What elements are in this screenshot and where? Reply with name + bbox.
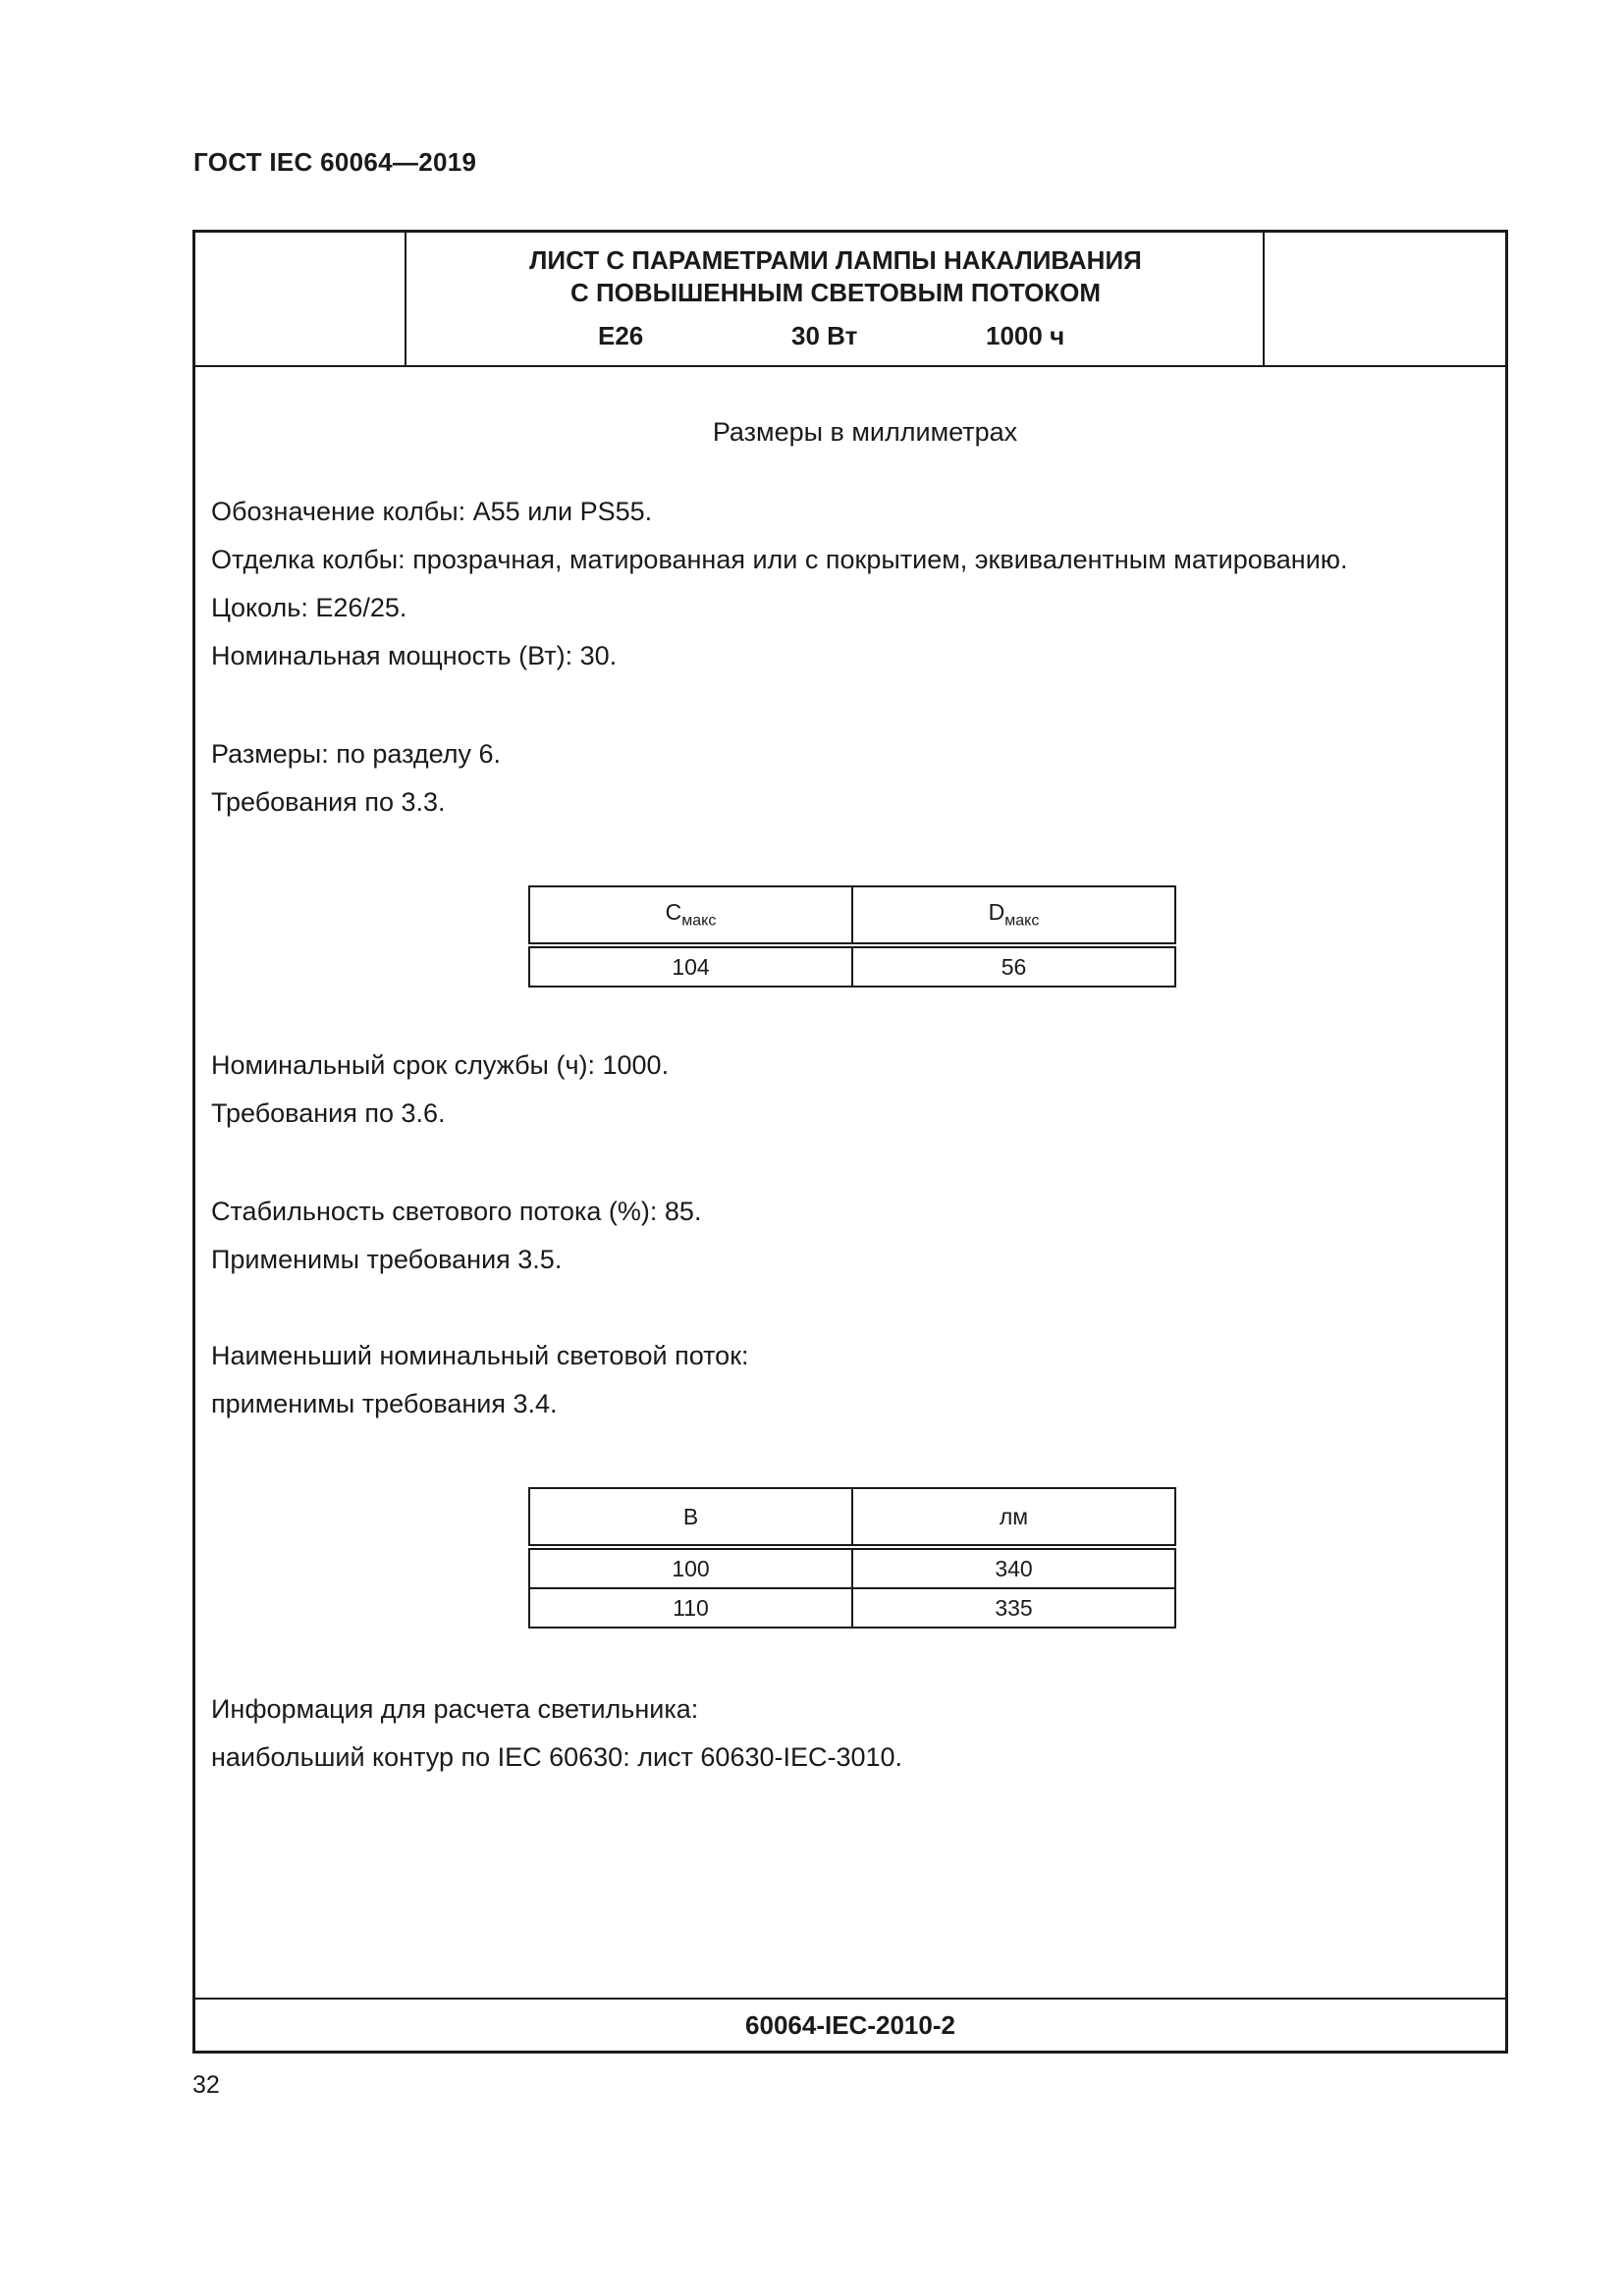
cell-flux: 335 bbox=[852, 1588, 1175, 1628]
flux-requirements: применимы требования 3.4. bbox=[211, 1389, 558, 1418]
header-lumens: лм bbox=[852, 1488, 1175, 1547]
min-rated-flux: Наименьший номинальный световой поток: bbox=[211, 1341, 749, 1370]
bulb-finish: Отделка колбы: прозрачная, матированная или с покрытием, эквивалентным матированию. bbox=[211, 545, 1348, 574]
units-note: Размеры в миллиметрах bbox=[712, 417, 1018, 447]
bulb-designation: Обозначение колбы: А55 или PS55. bbox=[211, 497, 653, 526]
flux-stability: Стабильность светового потока (%): 85. bbox=[211, 1197, 702, 1226]
table-row bbox=[529, 945, 1175, 987]
stability-requirements: Применимы требования 3.5. bbox=[211, 1245, 563, 1274]
rated-wattage: Номинальная мощность (Вт): 30. bbox=[211, 641, 618, 670]
flux-table bbox=[528, 1487, 1176, 1629]
header-d-max: $D_{макс}$ bbox=[852, 886, 1175, 945]
table-row bbox=[529, 1588, 1175, 1628]
table-header-row bbox=[529, 1488, 1175, 1547]
luminaire-detail: наибольший контур по IEC 60630: лист 60630-IEC-3010. bbox=[211, 1742, 903, 1772]
table-header-row bbox=[529, 886, 1175, 945]
cell-voltage: 100 bbox=[529, 1547, 852, 1588]
header-volts: В bbox=[529, 1488, 852, 1547]
dimensions-ref: Размеры: по разделу 6. bbox=[211, 739, 502, 769]
cell-flux: 340 bbox=[852, 1547, 1175, 1588]
sheet-title-line-1: ЛИСТ С ПАРАМЕТРАМИ ЛАМПЫ НАКАЛИВАНИЯ bbox=[529, 245, 1142, 275]
sheet-code-footer: 60064-IEC-2010-2 bbox=[195, 1998, 1505, 2051]
title-parameters bbox=[406, 321, 1265, 354]
title-power: 30 Вт bbox=[791, 321, 858, 350]
parameter-sheet-frame bbox=[192, 230, 1508, 2054]
title-cap: E26 bbox=[598, 321, 644, 350]
life-requirements: Требования по 3.6. bbox=[211, 1098, 446, 1128]
cell-d-max-value: 56 bbox=[852, 945, 1175, 987]
title-row bbox=[195, 233, 1505, 367]
header-c-max: $C_{макс}$ bbox=[529, 886, 852, 945]
document-standard-header: ГОСТ IEC 60064—2019 bbox=[193, 147, 477, 177]
page-number: 32 bbox=[192, 2071, 220, 2099]
title-center-cell bbox=[406, 233, 1265, 365]
cell-voltage: 110 bbox=[529, 1588, 852, 1628]
luminaire-info: Информация для расчета светильника: bbox=[211, 1694, 699, 1724]
dimensions-table bbox=[528, 885, 1176, 988]
title-life: 1000 ч bbox=[986, 321, 1065, 350]
title-left-cell bbox=[195, 233, 406, 365]
sheet-title-line-2: С ПОВЫШЕННЫМ СВЕТОВЫМ ПОТОКОМ bbox=[569, 278, 1102, 307]
dimensions-requirements: Требования по 3.3. bbox=[211, 787, 446, 817]
title-right-cell bbox=[1263, 233, 1505, 365]
cell-c-max-value: 104 bbox=[529, 945, 852, 987]
base-type: Цоколь: E26/25. bbox=[211, 593, 407, 622]
table-row bbox=[529, 1547, 1175, 1588]
rated-life: Номинальный срок службы (ч): 1000. bbox=[211, 1050, 670, 1080]
